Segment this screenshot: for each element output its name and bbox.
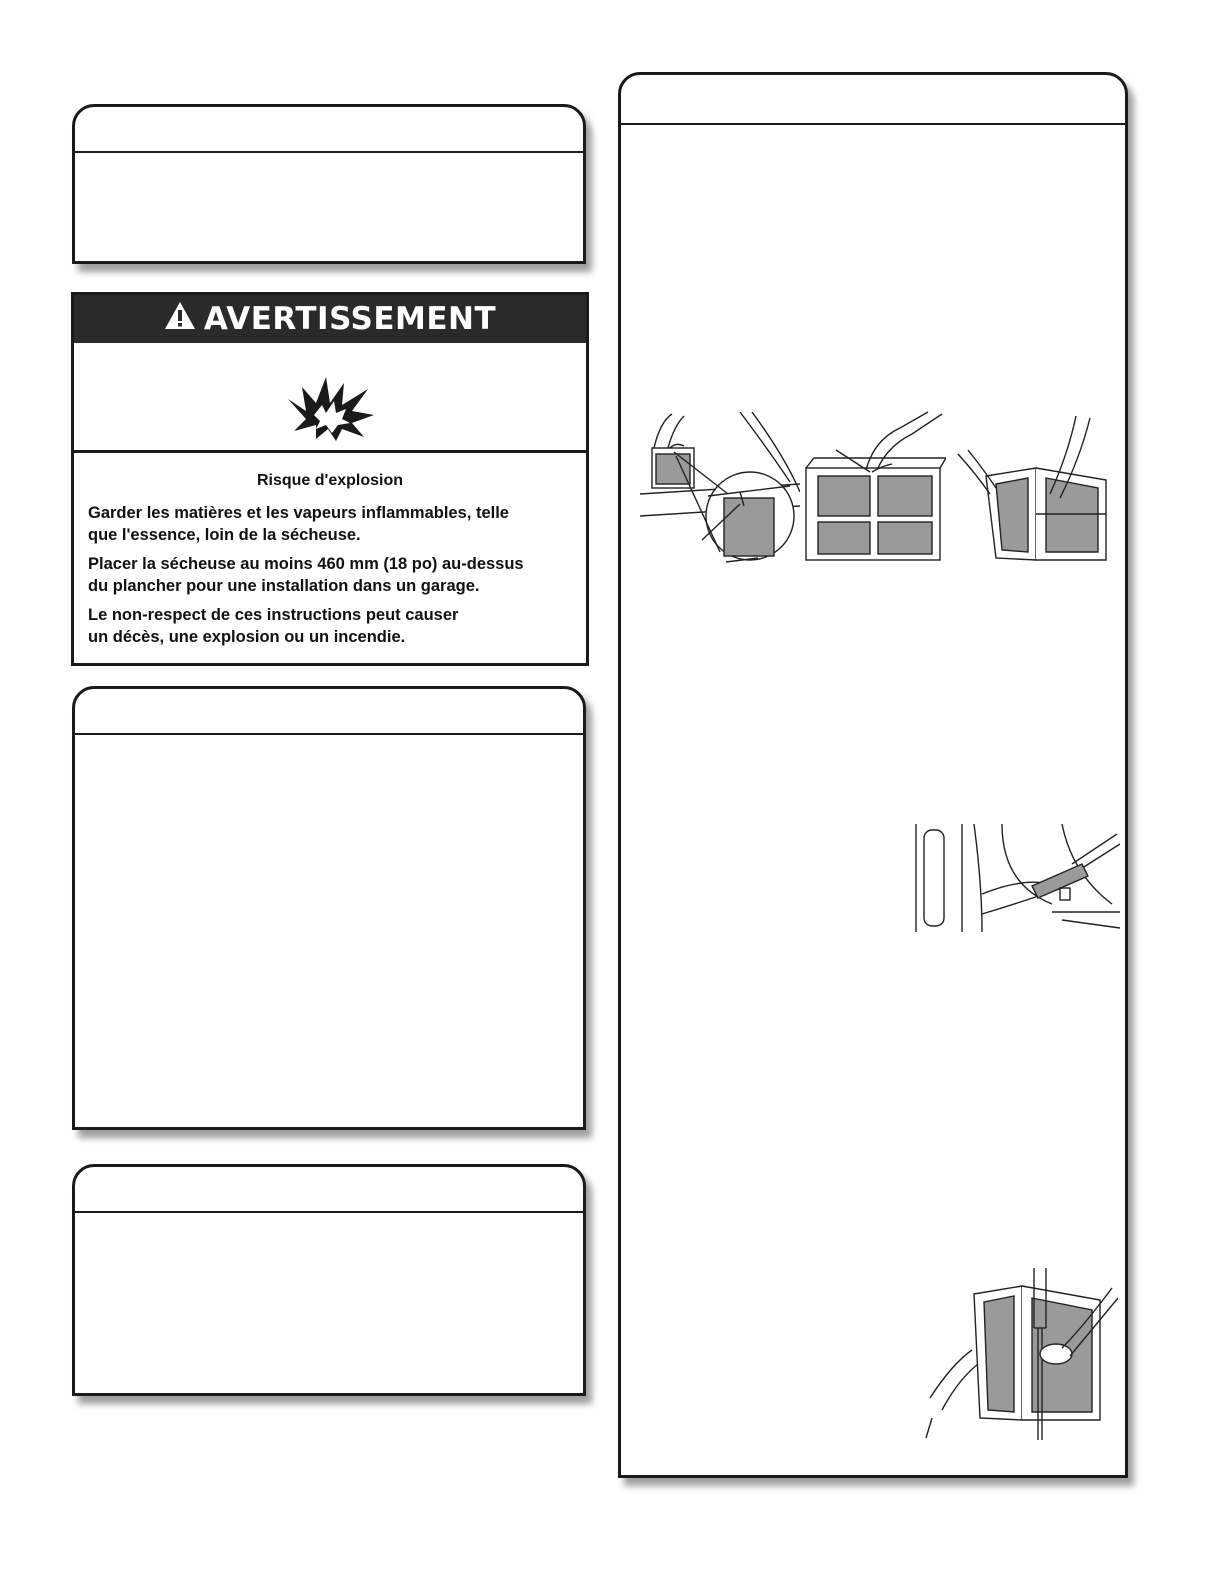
info-panel-bottom: [72, 1164, 586, 1396]
info-panel-top: [72, 104, 586, 264]
explosion-icon: [286, 375, 376, 446]
panel-header-divider: [75, 1211, 583, 1213]
warning-box: [71, 292, 589, 666]
warning-line-3: Placer la sécheuse au moins 460 mm (18 po) au-dessus: [88, 555, 524, 573]
warning-header: [74, 295, 586, 343]
lint-filter-open-illustration: [956, 414, 1120, 562]
warning-title: Risque d'explosion: [256, 472, 404, 489]
warning-line-5: Le non-respect de ces instructions peut causer: [88, 606, 459, 624]
warning-header-text: AVERTISSEMENT: [203, 301, 497, 337]
lint-filter-lift-illustration: [804, 410, 946, 562]
warning-triangle-icon: [164, 301, 196, 338]
warning-line-1: Garder les matières et les vapeurs inflammables, telle: [88, 504, 509, 522]
warning-line-4: du plancher pour une installation dans un garage.: [88, 577, 480, 595]
panel-header-divider: [75, 151, 583, 153]
warning-line-6: un décès, une explosion ou un incendie.: [88, 628, 406, 646]
lint-trap-cleaning-illustration: [912, 824, 1120, 934]
warning-divider: [74, 450, 586, 453]
panel-header-divider: [75, 733, 583, 735]
lint-filter-vacuum-illustration: [922, 1268, 1118, 1440]
panel-header-divider: [621, 123, 1125, 125]
info-panel-middle: [72, 686, 586, 1130]
warning-line-2: que l'essence, loin de la sécheuse.: [88, 526, 361, 544]
lint-filter-removal-illustration: [640, 412, 800, 566]
